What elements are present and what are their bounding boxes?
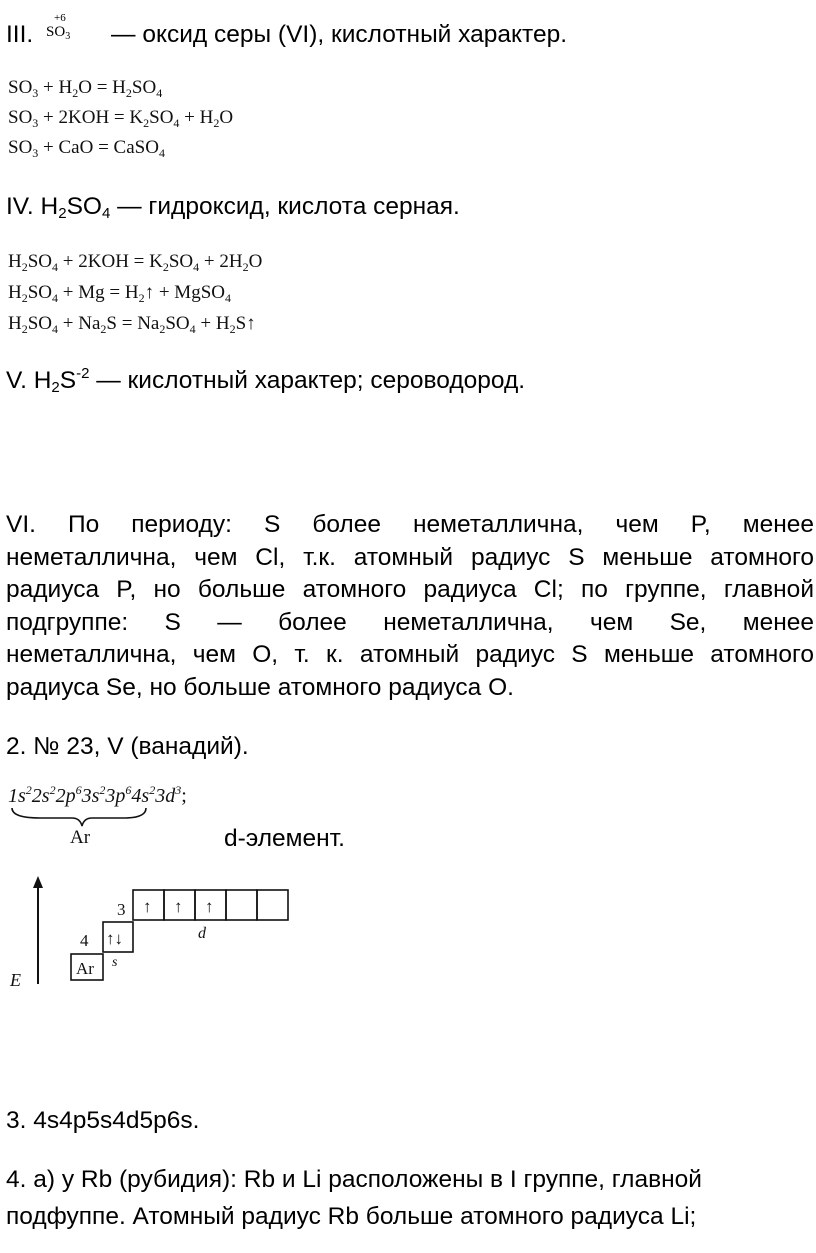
level-4-label: 4 bbox=[80, 931, 89, 950]
s-sublevel-label: s bbox=[112, 955, 118, 970]
section-4-heading: IV. $H_2SO_4$ — гидроксид, кислота серная. bbox=[6, 193, 460, 222]
core-brace bbox=[12, 808, 146, 826]
orbital-3d-box-5 bbox=[257, 890, 288, 920]
item-4-line-1: 4. а) у Rb (рубидия): Rb и Li расположены в I группе, главной bbox=[6, 1166, 702, 1193]
element-type-label: d-элемент. bbox=[224, 825, 345, 852]
orbital-3d-electron-3: ↑ bbox=[205, 897, 214, 916]
section-6-paragraph: VI. По периоду: S более неметаллична, чем P, менее неметаллична, чем Cl, т.к. атомный радиус S меньше атомного радиуса P, но больше атомного радиуса Cl; по группе, главной подгруппе: S — более неметаллична, чем Se, менее неметаллична, чем O, т. к. атомный радиус S меньше атомного радиуса Se, но больше атомного радиуса O. bbox=[6, 511, 814, 701]
level-3-label: 3 bbox=[117, 900, 126, 919]
core-brace-label: Ar bbox=[70, 827, 91, 848]
electron-configuration: $1s^22s^22p^63s^23p^64s^23d^3$; bbox=[8, 783, 187, 807]
section-3-numeral: III. bbox=[6, 21, 34, 48]
item-3-text: 3. 4s4p5s4d5p6s. bbox=[6, 1107, 200, 1134]
so3-equation-2: $SO_3 + 2KOH = K_2SO_4 + H_2O$ bbox=[8, 107, 234, 130]
orbital-3d-box-4 bbox=[226, 890, 257, 920]
section-5-heading: V. $H_2S^{-2}$ — кислотный характер; сероводород. bbox=[6, 365, 526, 396]
d-sublevel-label: d bbox=[198, 925, 206, 942]
h2so4-equation-3: $H_2SO_4 + Na_2S = Na_2SO_4$ + $H_2S↑$ bbox=[8, 313, 256, 336]
core-box-label: Ar bbox=[76, 959, 94, 978]
orbital-3d-electron-2: ↑ bbox=[174, 897, 183, 916]
oxidation-state: +6 bbox=[54, 12, 66, 24]
d-orbitals bbox=[133, 890, 288, 920]
item-2-text: 2. № 23, V (ванадий). bbox=[6, 733, 249, 760]
item-4-line-2: подфуппе. Атомный радиус Rb больше атомного радиуса Li; bbox=[6, 1203, 697, 1230]
so3-equation-3: $SO_3$ + CaO = CaSO$_4$ bbox=[8, 137, 165, 160]
h2so4-equation-1: $H_2SO_4 + 2KOH = K_2SO_4 + 2H_2O$ bbox=[8, 251, 263, 274]
energy-axis-label: E bbox=[10, 970, 21, 990]
orbital-3d-electron-1: ↑ bbox=[143, 897, 152, 916]
h2so4-equation-2: $H_2SO_4 + Mg$ = $H_2↑$ + MgSO$_4$ bbox=[8, 282, 231, 305]
so3-equation-1: $SO_3 + H_2O = H_2SO_4$ bbox=[8, 77, 163, 100]
section-3-text: — оксид серы (VI), кислотный характер. bbox=[111, 21, 568, 48]
so3-formula: +6 $SO_3$ bbox=[46, 16, 70, 49]
energy-axis-arrow bbox=[33, 876, 43, 888]
orbital-4s-electrons: ↑↓ bbox=[106, 929, 123, 948]
